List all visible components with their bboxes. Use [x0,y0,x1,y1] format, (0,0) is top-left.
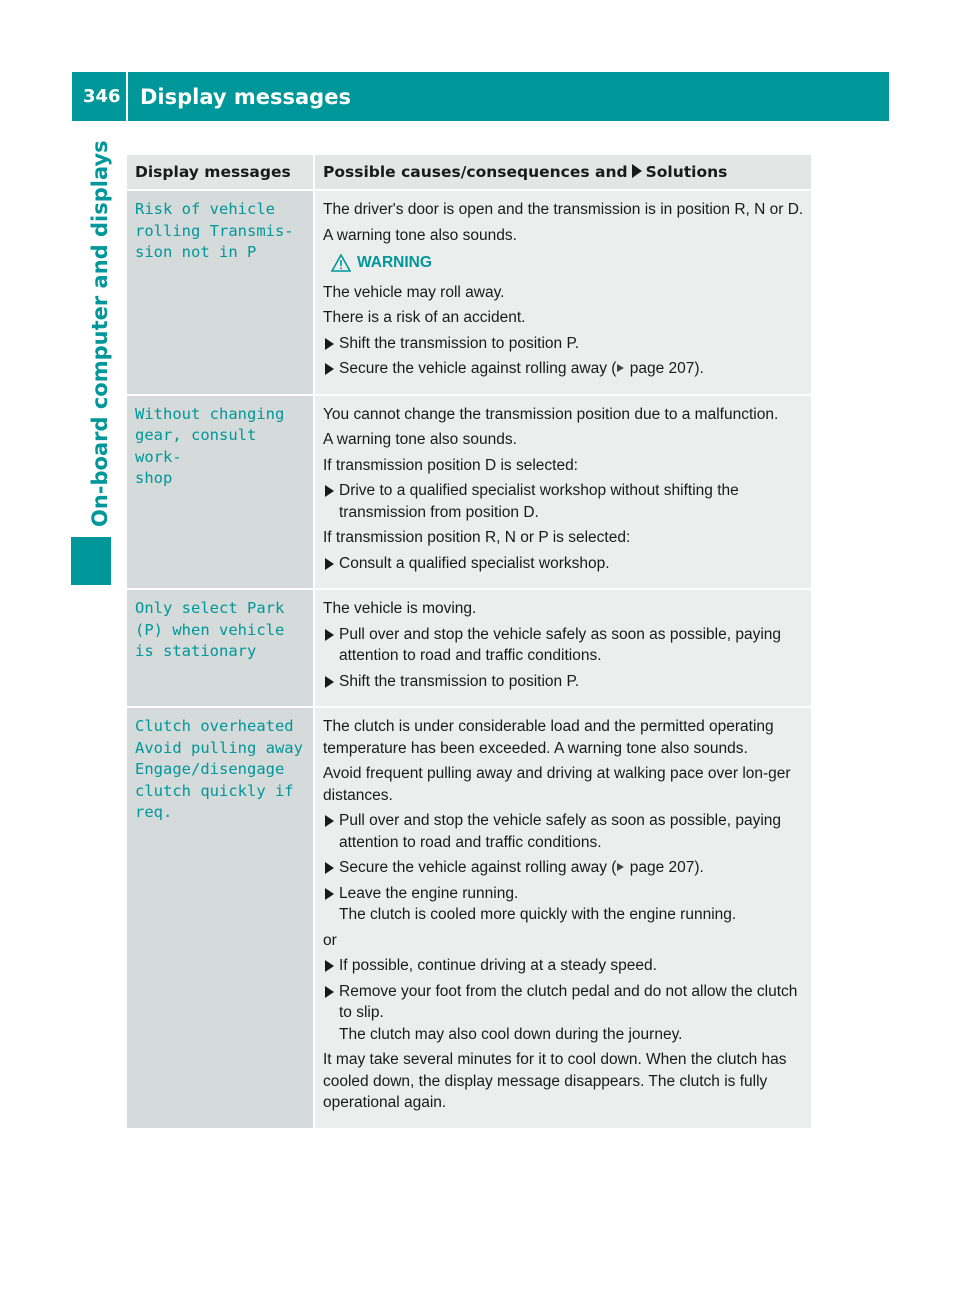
step-text: Secure the vehicle against rolling away ( [339,859,617,876]
step-arrow-icon [325,338,334,350]
display-message: Without changing gear, consult work- shop [127,395,314,590]
step-arrow-icon [325,485,334,497]
table-row [127,589,811,707]
description-text: If transmission position R, N or P is selected: [323,529,631,546]
solution-arrow-icon [632,164,642,178]
description-text: The vehicle may roll away. [323,283,505,301]
description-text: The clutch is under considerable load and the permitted operating temperature has been exceeded. A warning tone also sounds. [323,718,774,757]
warning-label: WARNING [357,254,432,271]
column-header-messages: Display messages [127,155,314,190]
page-header [72,72,889,121]
step-text: Pull over and stop the vehicle safely as soon as possible, paying attention to road and traffic conditions. [339,625,782,664]
section-label: On-board computer and displays [88,140,112,527]
description-text: A warning tone also sounds. [323,226,517,244]
description-text: There is a risk of an accident. [323,309,526,326]
section-marker [71,537,111,585]
step-text: Shift the transmission to position P. [339,672,580,690]
step-arrow-icon [325,676,334,688]
table-row [127,707,811,1129]
description-text: The driver's door is open and the transmission is in position R, N or D. [323,201,804,218]
page-reference-icon [617,863,624,871]
section-tab [88,140,112,585]
step-text: page 207). [625,360,704,377]
instruction-step [323,333,805,355]
description-text: A warning tone also sounds. [323,431,517,448]
step-arrow-icon [325,558,334,570]
display-messages-table [127,155,811,1130]
display-message: Clutch overheated Avoid pulling away Engage/disengage clutch quickly if req. [127,707,314,1129]
description-text: The vehicle is moving. [323,600,477,617]
instruction-step [323,624,805,667]
description-text: or [323,931,337,949]
instruction-step [323,857,805,879]
step-text: Pull over and stop the vehicle safely as soon as possible, paying attention to road and traffic conditions. [339,812,782,851]
step-arrow-icon [325,960,334,972]
instruction-step [323,671,805,693]
table-row [127,395,811,590]
description-text: You cannot change the transmission position due to a malfunction. [323,405,779,423]
step-arrow-icon [325,815,334,827]
message-description [314,190,811,395]
page-title: Display messages [140,84,351,109]
step-text: Consult a qualified specialist workshop. [339,554,610,572]
table-body [127,190,811,1129]
step-arrow-icon [325,629,334,641]
column-header-solutions [314,155,811,190]
page-number: 346 [83,86,121,107]
warning-heading [331,252,805,274]
instruction-step [323,883,805,926]
page-reference-icon [617,364,624,372]
table-row [127,190,811,395]
step-result: The clutch may also cool down during the journey. [339,1025,683,1043]
warning-triangle-icon [331,254,351,272]
instruction-step [323,480,805,523]
step-text: Secure the vehicle against rolling away ( [339,360,617,377]
display-message: Risk of vehicle rolling Transmis- sion not in P [127,190,314,395]
display-message: Only select Park (P) when vehicle is stationary [127,589,314,707]
column-header-causes: Possible causes/consequences and [323,163,628,181]
table-header-row [127,155,811,190]
instruction-step [323,358,805,380]
description-text: It may take several minutes for it to cool down. When the clutch has cooled down, the display message disappears. The clutch is fully operational again. [323,1051,787,1111]
step-text: If possible, continue driving at a steady speed. [339,957,657,974]
step-arrow-icon [325,888,334,900]
step-text: Leave the engine running. [339,884,519,902]
description-text: If transmission position D is selected: [323,456,578,474]
instruction-step [323,981,805,1046]
instruction-step [323,553,805,575]
step-text: Remove your foot from the clutch pedal and do not allow the clutch to slip. [339,982,798,1021]
step-arrow-icon [325,986,334,998]
step-result: The clutch is cooled more quickly with the engine running. [339,906,737,923]
column-header-solutions-label: Solutions [645,163,728,181]
step-arrow-icon [325,363,334,375]
instruction-step [323,955,805,977]
description-text: Avoid frequent pulling away and driving at walking pace over lon-ger distances. [323,765,791,804]
message-description [314,589,811,707]
message-description [314,395,811,590]
step-text: Shift the transmission to position P. [339,334,580,352]
step-arrow-icon [325,862,334,874]
message-description [314,707,811,1129]
step-text: page 207). [625,859,704,876]
step-text: Drive to a qualified specialist workshop without shifting the transmission from position D. [339,482,739,521]
instruction-step [323,810,805,853]
